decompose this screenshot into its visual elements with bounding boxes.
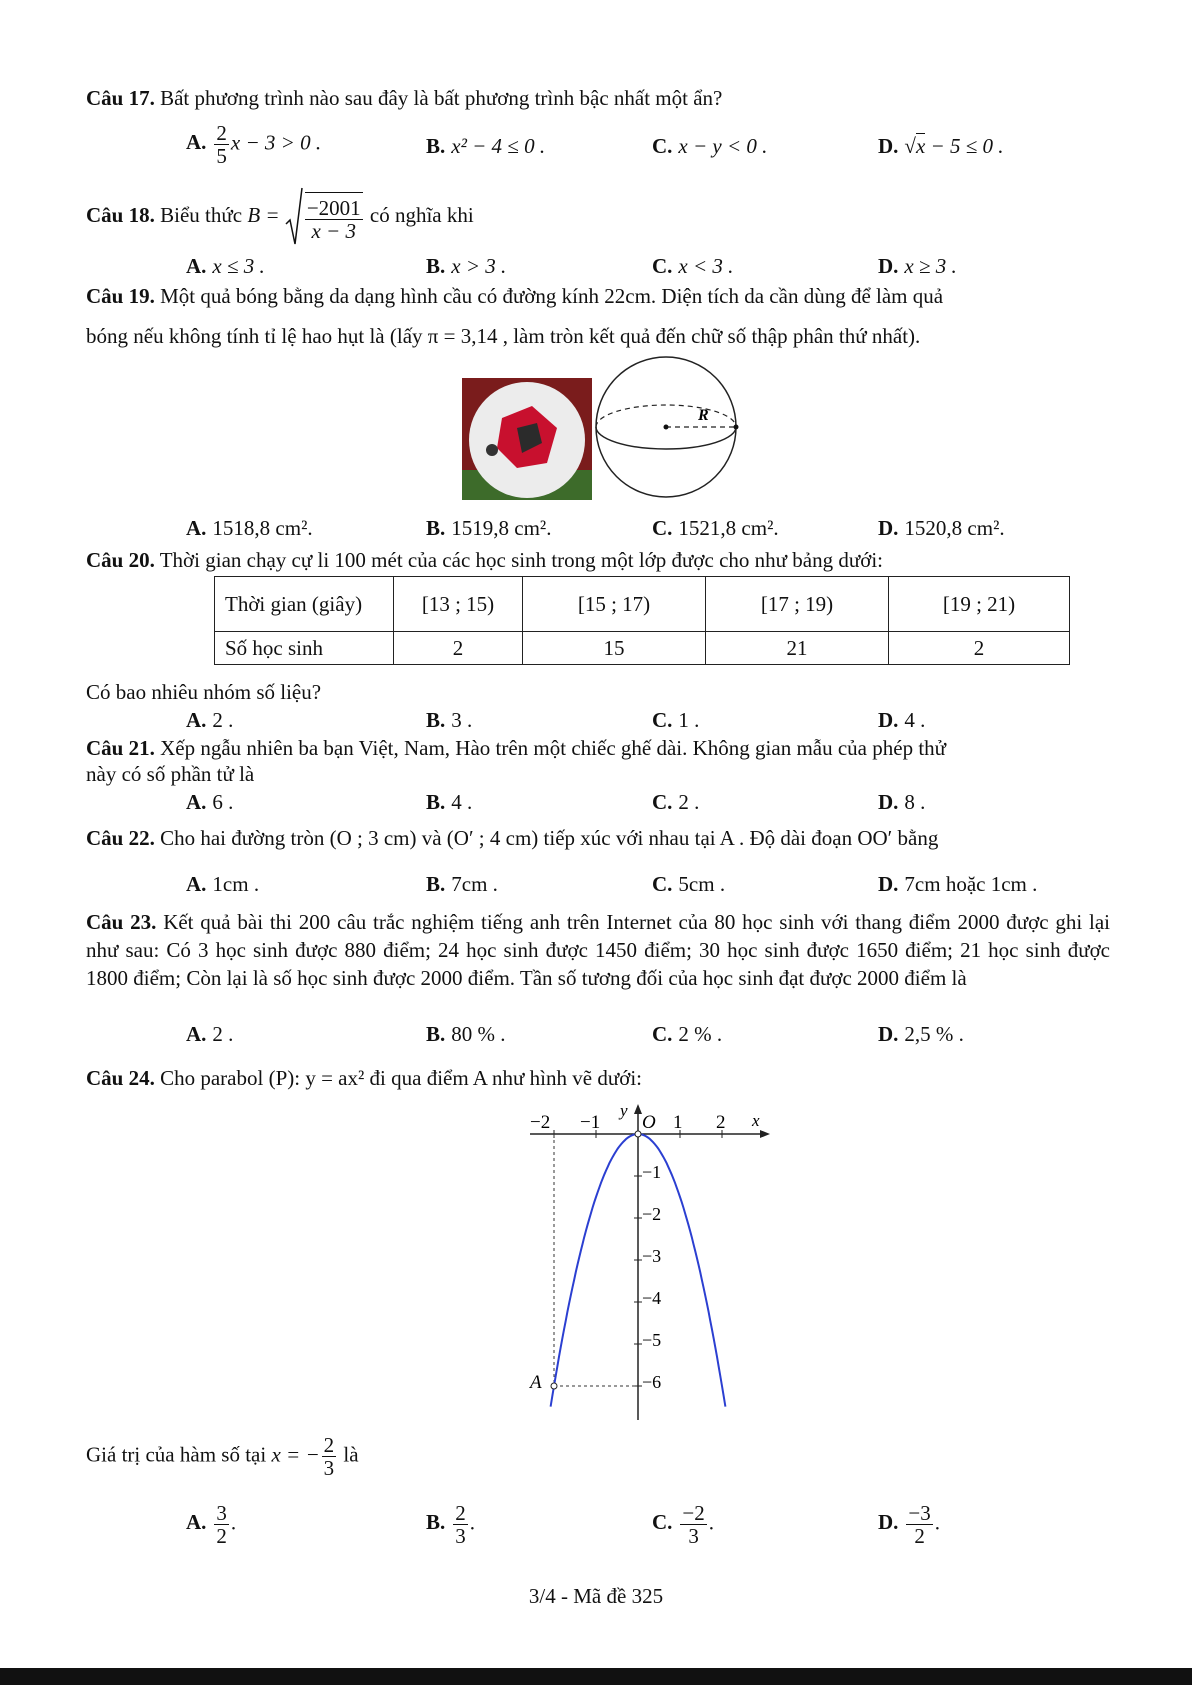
q24-option-b[interactable]: B. $\frac{2}{3}$ . (426, 1501, 476, 1549)
q20-option-b[interactable]: B. 3 . (426, 708, 473, 732)
q19-stem-line2: bóng nếu không tính tỉ lệ hao hụt là (lấy π = 3,14 , làm tròn kết quả đến chữ số thập phân thứ nhất). (86, 324, 921, 348)
table-cell: 21 (706, 632, 889, 665)
x-axis-label: x (752, 1111, 760, 1130)
q24-question: Giá trị của hàm số tại x = − $\frac{2}{3}$ là (86, 1433, 359, 1481)
q23-option-b[interactable]: B. 80 % . (426, 1022, 506, 1046)
q22-option-a[interactable]: A. 1cm . (186, 872, 260, 896)
q20-option-c[interactable]: C. 1 . (652, 708, 700, 732)
q24-stem: Câu 24. Cho parabol (P): y = ax² đi qua điểm A như hình vẽ dưới: (86, 1066, 642, 1090)
scan-bottom-edge (0, 1668, 1192, 1685)
q21-option-b[interactable]: B. 4 . (426, 790, 473, 814)
table-cell: [19 ; 21) (889, 577, 1070, 632)
y-axis-arrow-icon (634, 1104, 642, 1114)
q19-option-c[interactable]: C. 1521,8 cm². (652, 516, 779, 540)
q17-option-d[interactable]: D. √x − 5 ≤ 0 . (878, 134, 1004, 158)
table-header-cell: Thời gian (giây) (215, 577, 394, 632)
q23-stem: Câu 23. Kết quả bài thi 200 câu trắc nghiệm tiếng anh trên Internet của 80 học sinh với thang điểm 2000 được ghi lại như sau: Có 3 học sinh được 880 điểm; 24 học sinh được 1450 điểm; 30 học sinh được 1650 điểm; 21 học sinh được 1800 điểm; Còn lại là số học sinh được 2000 điểm. Tần số tương đối của học sinh đạt được 2000 điểm là (86, 910, 1110, 990)
q24-option-c[interactable]: C. $\frac{-2}{3}$ . (652, 1501, 715, 1549)
page-footer: 3/4 - Mã đề 325 (528, 1584, 664, 1608)
q22-option-c[interactable]: C. 5cm . (652, 872, 726, 896)
q24-option-d[interactable]: D. $\frac{-3}{2}$ . (878, 1501, 941, 1549)
table-cell: 15 (523, 632, 706, 665)
q20-option-a[interactable]: A. 2 . (186, 708, 234, 732)
q21-option-a[interactable]: A. 6 . (186, 790, 234, 814)
q17-option-b[interactable]: B. x² − 4 ≤ 0 . (426, 134, 546, 158)
q21-stem-line1: Câu 21. Xếp ngẫu nhiên ba bạn Việt, Nam, Hào trên một chiếc ghế dài. Không gian mẫu của phép thử (86, 736, 947, 760)
q20-data-table (214, 576, 1070, 665)
x-tick-label: 2 (716, 1112, 726, 1133)
q22-option-d[interactable]: D. 7cm hoặc 1cm . (878, 872, 1038, 896)
q23-option-d[interactable]: D. 2,5 % . (878, 1022, 964, 1046)
q17-option-a[interactable]: A. $\frac{2}{5}$ x − 3 > 0 . (186, 121, 322, 169)
y-tick-label: −5 (642, 1330, 662, 1350)
origin-label: O (642, 1112, 656, 1133)
q20-question: Có bao nhiêu nhóm số liệu? (86, 680, 322, 704)
q19-option-b[interactable]: B. 1519,8 cm². (426, 516, 552, 540)
q20-stem: Câu 20. Thời gian chạy cự li 100 mét của các học sinh trong một lớp được cho như bảng dưới: (86, 548, 884, 572)
x-tick-label: −1 (580, 1112, 601, 1133)
q18-option-a[interactable]: A. x ≤ 3 . (186, 254, 265, 278)
q18-option-d[interactable]: D. x ≥ 3 . (878, 254, 957, 278)
radical-sign-icon (285, 186, 303, 248)
q21-option-c[interactable]: C. 2 . (652, 790, 700, 814)
x-tick-label: 1 (673, 1112, 683, 1133)
sphere-diagram (592, 352, 740, 502)
x-tick-label: −2 (530, 1112, 551, 1133)
q19-stem-line1: Câu 19. Một quả bóng bằng da dạng hình cầu có đường kính 22cm. Diện tích da cần dùng để làm quả (86, 284, 944, 308)
x-axis-arrow-icon (760, 1130, 770, 1138)
table-row (215, 632, 1070, 665)
q22-option-b[interactable]: B. 7cm . (426, 872, 498, 896)
point-a (551, 1383, 557, 1389)
table-cell: 2 (394, 632, 523, 665)
q21-stem-line2: này có số phần tử là (86, 762, 255, 786)
q24-option-a[interactable]: A. $\frac{3}{2}$ . (186, 1501, 237, 1549)
y-tick-label: −1 (642, 1162, 662, 1182)
q18-stem: Câu 18. Biểu thức B = $\frac{-2001}{x - 3}$ có nghĩa khi (86, 186, 474, 248)
q17-stem: Câu 17. Bất phương trình nào sau đây là bất phương trình bậc nhất một ẩn? (86, 86, 723, 110)
point-a-label: A (530, 1372, 542, 1393)
table-cell: 2 (889, 632, 1070, 665)
q19-option-a[interactable]: A. 1518,8 cm². (186, 516, 313, 540)
y-tick-label: −6 (642, 1372, 662, 1392)
q20-option-d[interactable]: D. 4 . (878, 708, 926, 732)
q22-stem: Câu 22. Cho hai đường tròn (O ; 3 cm) và (O′ ; 4 cm) tiếp xúc với nhau tại A . Độ dài đoạn OO′ bằng (86, 826, 939, 850)
origin-point (635, 1131, 641, 1137)
table-cell: [17 ; 19) (706, 577, 889, 632)
q23-option-c[interactable]: C. 2 % . (652, 1022, 723, 1046)
table-cell: [13 ; 15) (394, 577, 523, 632)
y-tick-label: −3 (642, 1246, 662, 1266)
football-photo (462, 378, 592, 500)
q21-option-d[interactable]: D. 8 . (878, 790, 926, 814)
table-row (215, 577, 1070, 632)
y-axis-label: y (620, 1101, 628, 1120)
q19-option-d[interactable]: D. 1520,8 cm². (878, 516, 1005, 540)
parabola-graph (520, 1100, 780, 1420)
y-tick-label: −2 (642, 1204, 662, 1224)
q18-option-b[interactable]: B. x > 3 . (426, 254, 507, 278)
q18-option-c[interactable]: C. x < 3 . (652, 254, 734, 278)
q23-option-a[interactable]: A. 2 . (186, 1022, 234, 1046)
q17-option-c[interactable]: C. x − y < 0 . (652, 134, 768, 158)
sphere-radius-label: R (698, 407, 709, 424)
table-header-cell: Số học sinh (215, 632, 394, 665)
table-cell: [15 ; 17) (523, 577, 706, 632)
y-tick-label: −4 (642, 1288, 662, 1308)
